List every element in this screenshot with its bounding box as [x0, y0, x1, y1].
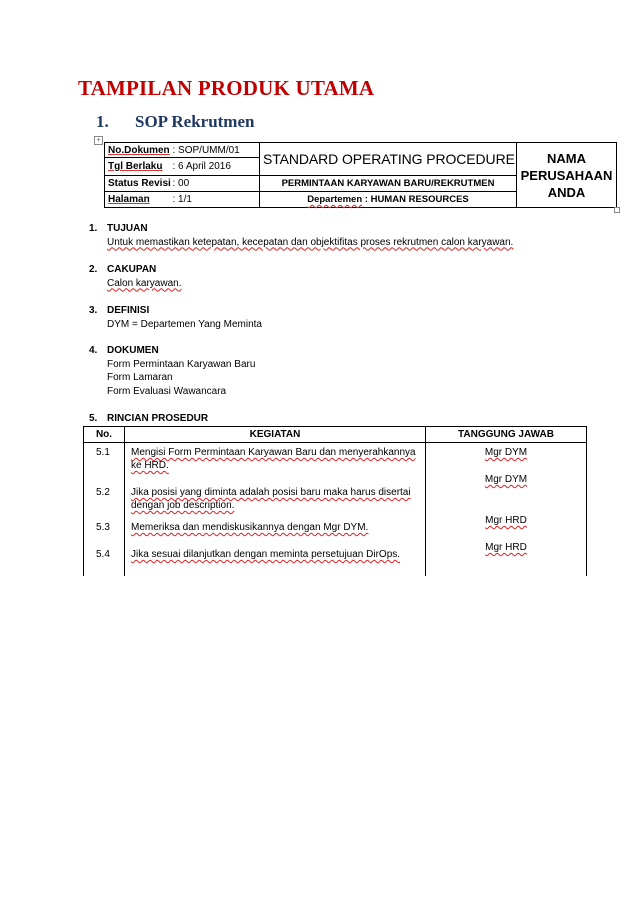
cakupan-number: 2. [89, 264, 98, 275]
revision-label: Status Revisi [105, 175, 170, 191]
section-title [96, 112, 254, 132]
section-number: 1. [96, 112, 109, 131]
responsibility: Mgr HRD [485, 515, 527, 526]
step-activity-line: ke HRD. [131, 460, 169, 471]
responsibility: Mgr DYM [484, 447, 528, 458]
company-name [517, 143, 617, 208]
column-header-tanggung-jawab: TANGGUNG JAWAB [426, 427, 587, 443]
company-line-2: PERUSAHAAN [520, 167, 613, 183]
dokumen-number: 4. [89, 345, 98, 356]
date-label: Tgl Berlaku [105, 158, 170, 175]
company-line-1: NAMA [547, 150, 586, 166]
cakupan-text: Calon karyawan. [107, 277, 182, 289]
tujuan-heading: TUJUAN [107, 223, 148, 234]
column-header-kegiatan: KEGIATAN [125, 427, 426, 443]
step-activity [131, 521, 421, 548]
column-header-no: No. [84, 427, 125, 443]
step-activity [131, 548, 421, 561]
step-number: 5.1 [96, 447, 110, 458]
step-number: 5.3 [96, 522, 110, 533]
responsibility: Mgr HRD [485, 542, 527, 553]
procedure-table [83, 426, 587, 576]
sop-title: STANDARD OPERATING PROCEDURE [260, 143, 517, 176]
company-line-3: ANDA [547, 184, 586, 200]
revision-value: : 00 [170, 175, 260, 191]
page-title: TAMPILAN PRODUK UTAMA [78, 76, 375, 100]
dokumen-section [89, 344, 255, 398]
page-label: Halaman [105, 191, 170, 207]
definisi-text: DYM = Departemen Yang Meminta [107, 318, 262, 330]
dokumen-item: Form Evaluasi Wawancara [107, 385, 227, 397]
tujuan-number: 1. [89, 223, 98, 234]
step-number: 5.4 [96, 549, 110, 560]
cakupan-section [89, 263, 181, 290]
rincian-number: 5. [89, 413, 98, 424]
dokumen-item: Form Permintaan Karyawan Baru [107, 358, 256, 370]
step-activity [131, 486, 421, 521]
step-activity-line: Mengisi Form Permintaan Karyawan Baru dan menyerahkannya [131, 447, 416, 458]
definisi-section [89, 304, 262, 331]
definisi-number: 3. [89, 305, 98, 316]
page-value: : 1/1 [170, 191, 260, 207]
sop-subject: PERMINTAAN KARYAWAN BARU/REKRUTMEN [260, 175, 517, 191]
step-activity [131, 446, 421, 486]
rincian-section-heading [89, 412, 208, 426]
department-value: : HUMAN RESOURCES [362, 193, 469, 205]
dokumen-heading: DOKUMEN [107, 345, 159, 356]
table-move-handle-icon[interactable]: + [94, 136, 103, 145]
step-activities [125, 443, 426, 576]
rincian-heading: RINCIAN PROSEDUR [107, 413, 209, 424]
department [260, 191, 517, 207]
responsibilities [426, 443, 587, 576]
table-resize-handle-icon[interactable] [614, 207, 620, 213]
step-numbers [84, 443, 125, 576]
tujuan-section [89, 222, 513, 249]
responsibility: Mgr DYM [484, 474, 528, 485]
step-activity-line: dengan job description. [131, 500, 235, 511]
dokumen-item: Form Lamaran [107, 372, 173, 383]
step-activity-line: Memeriksa dan mendiskusikannya dengan Mgr DYM. [131, 522, 369, 533]
step-activity-line: Jika posisi yang diminta adalah posisi baru maka harus disertai [131, 487, 411, 498]
step-activity-line: Jika sesuai dilanjutkan dengan meminta persetujuan DirOps. [131, 549, 401, 560]
section-title-text: SOP Rekrutmen [135, 112, 255, 131]
tujuan-text: Untuk memastikan ketepatan, kecepatan dan objektifitas proses rekrutmen calon karyawan. [107, 236, 514, 248]
sop-header-table [104, 142, 617, 208]
doc-no-label: No.Dokumen [105, 143, 170, 158]
step-number: 5.2 [96, 487, 110, 498]
doc-no-value: : SOP/UMM/01 [170, 143, 260, 158]
date-value: : 6 April 2016 [170, 158, 260, 175]
cakupan-heading: CAKUPAN [107, 264, 157, 275]
definisi-heading: DEFINISI [107, 305, 150, 316]
department-label: Departemen [307, 193, 363, 205]
